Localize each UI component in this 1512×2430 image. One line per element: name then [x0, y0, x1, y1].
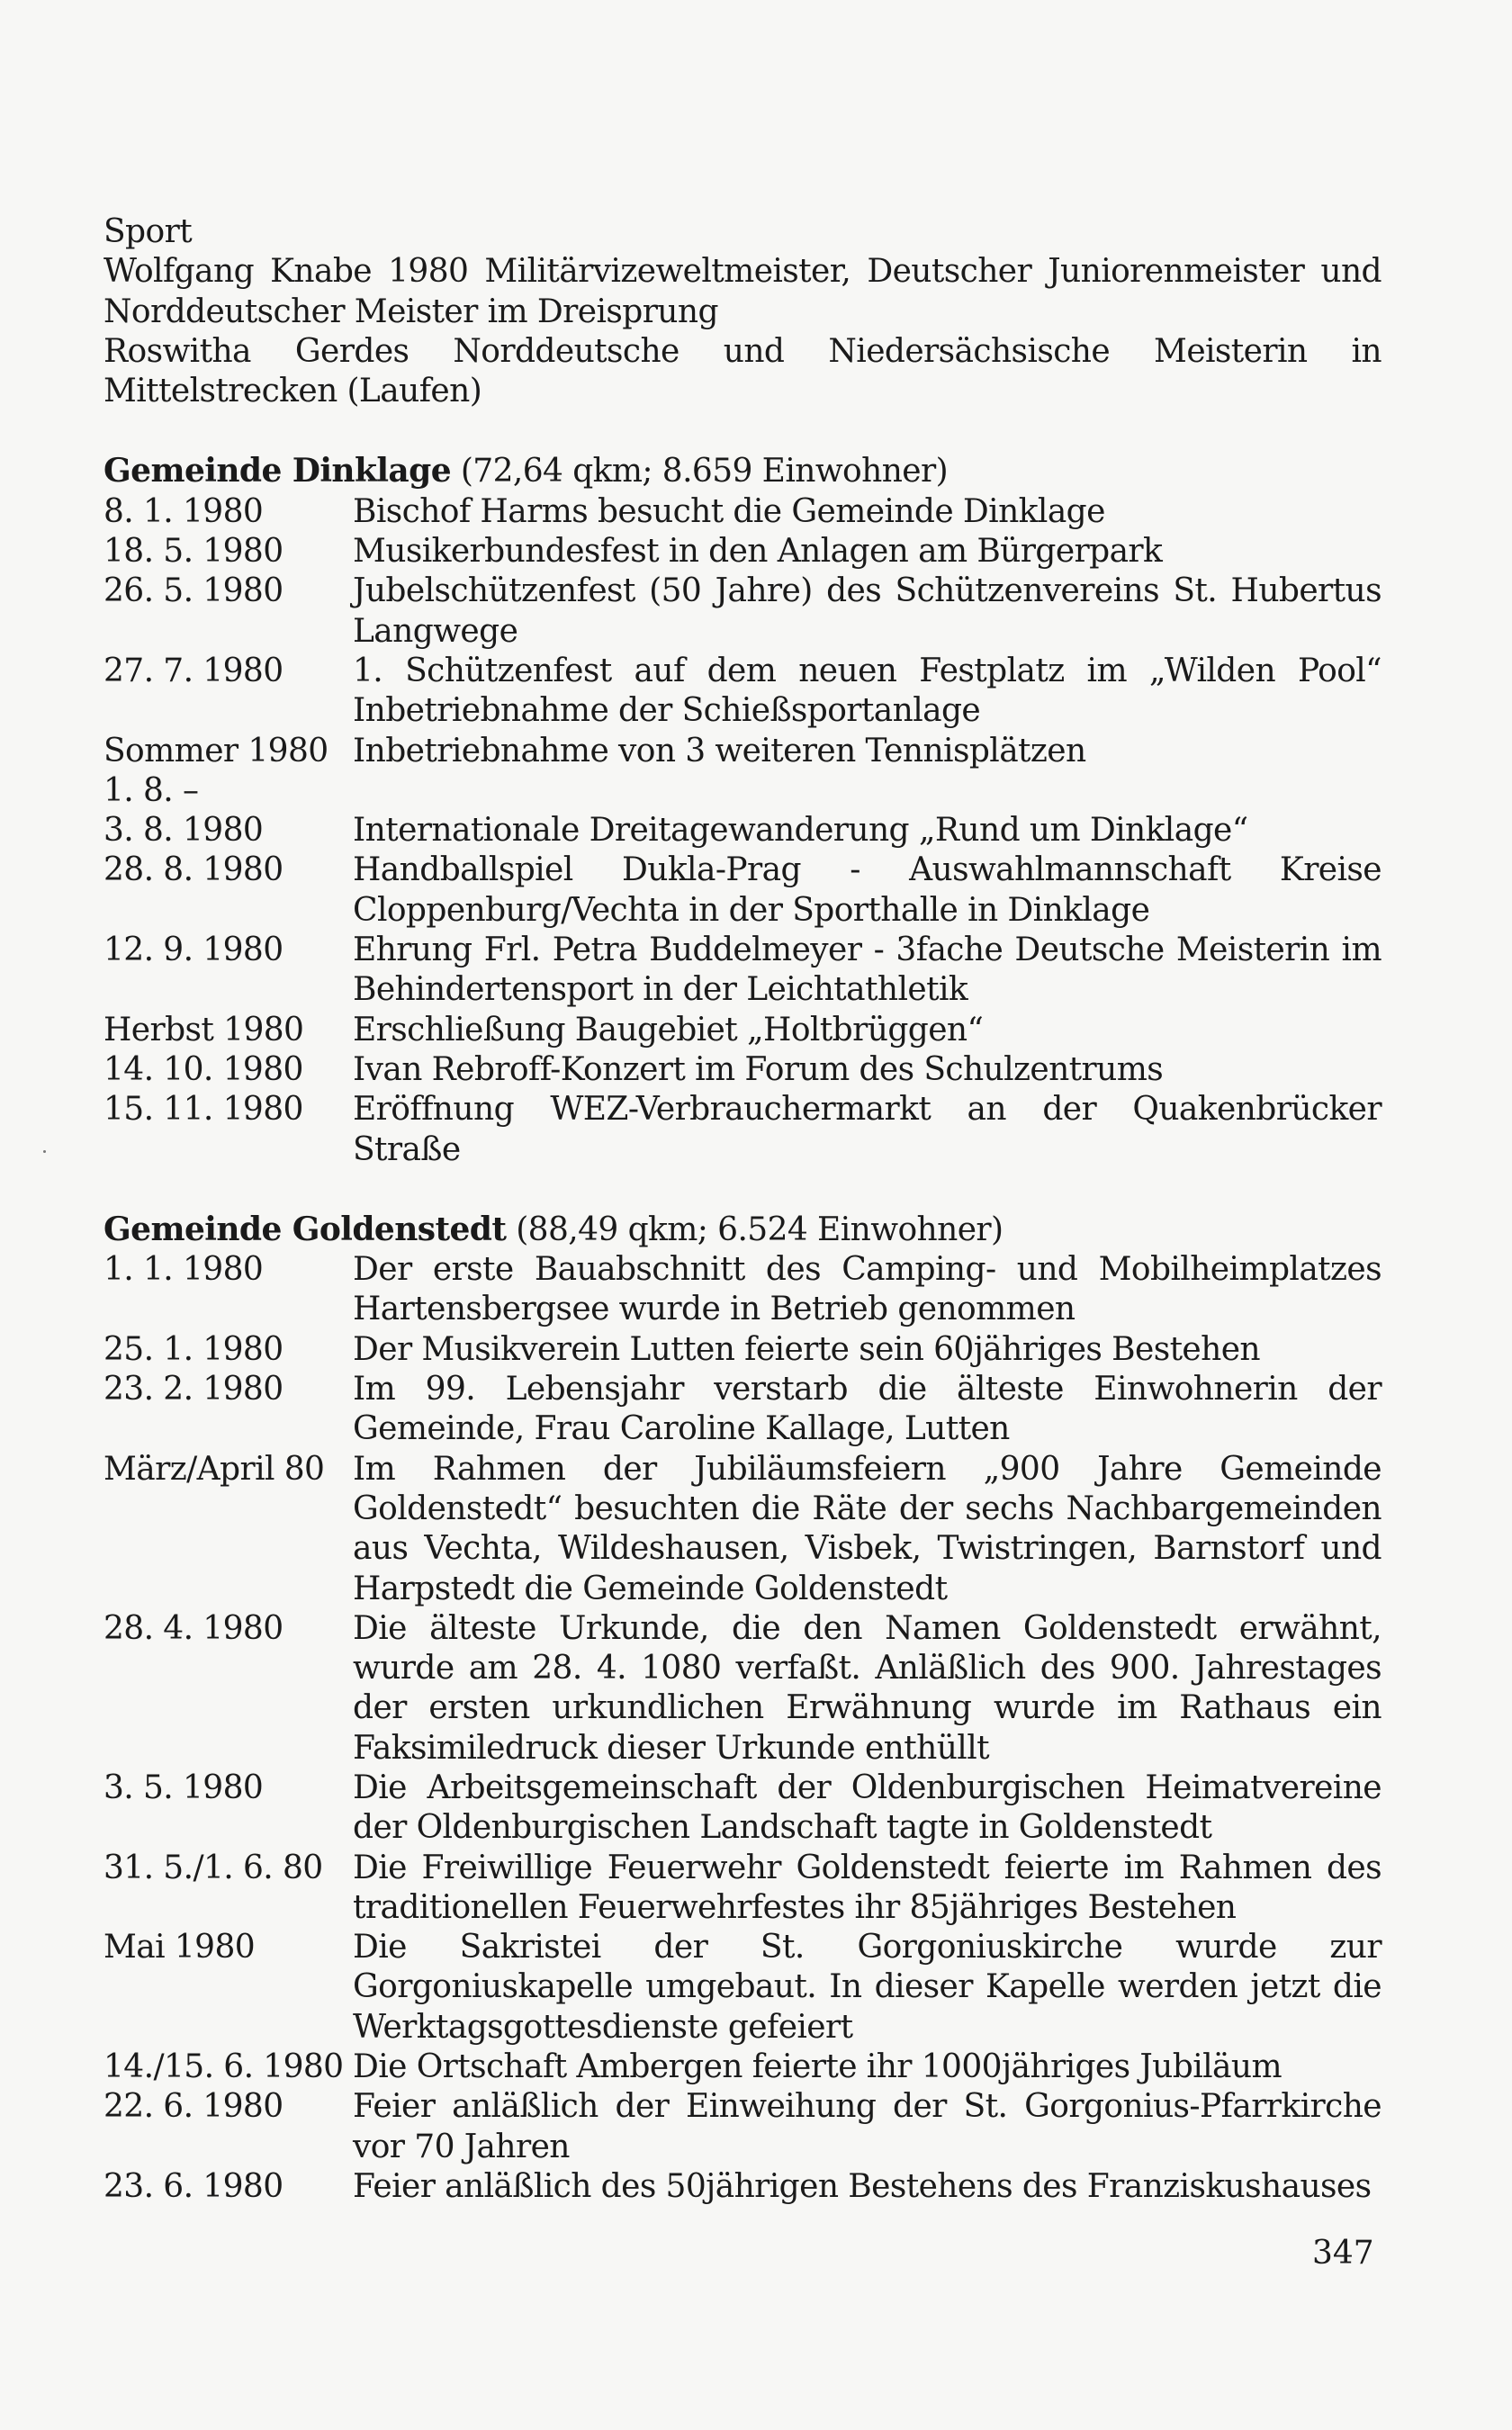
event-date: 22. 6. 1980 — [104, 2088, 284, 2126]
event-date: 3. 5. 1980 — [104, 1768, 264, 1806]
event-row — [104, 811, 1382, 850]
scan-speck — [43, 1150, 46, 1153]
event-text: Feier anläßlich des 50jährigen Bestehens des Franziskushauses — [353, 2167, 1372, 2205]
event-text: 1. Schützenfest auf dem neuen Festplatz im „Wilden Pool“ Inbetriebnahme der Schießsportanlage — [353, 652, 1382, 730]
page-number: 347 — [1312, 2235, 1374, 2272]
event-date: 3. 8. 1980 — [104, 812, 264, 850]
event-text: Ivan Rebroff-Konzert im Forum des Schulzentrums — [353, 1050, 1164, 1088]
event-text: Ehrung Frl. Petra Buddelmeyer - 3fache Deutsche Meisterin im Behindertensport in der Leichtathletik — [353, 932, 1382, 1009]
event-date: 8. 1. 1980 — [104, 492, 264, 530]
event-date: 12. 9. 1980 — [104, 932, 284, 969]
event-text: Internationale Dreitagewanderung „Rund um Dinklage“ — [353, 812, 1248, 850]
goldenstedt-section — [104, 1210, 1382, 2207]
event-date: 23. 6. 1980 — [104, 2167, 284, 2205]
municipality-name: Gemeinde Goldenstedt — [104, 1210, 507, 1248]
event-row — [104, 771, 1382, 811]
event-text: Handballspiel Dukla-Prag - Auswahlmannschaft Kreise Cloppenburg/Vechta in der Sporthalle in Dinklage — [353, 851, 1382, 929]
event-row — [104, 1330, 1382, 1370]
sport-title: Sport — [104, 213, 193, 250]
municipality-stats: (88,49 qkm; 6.524 Einwohner) — [516, 1210, 1004, 1248]
event-row — [104, 1050, 1382, 1090]
event-text: Die Ortschaft Ambergen feierte ihr 1000jähriges Jubiläum — [353, 2048, 1282, 2086]
event-row — [104, 492, 1382, 532]
event-date: 14./15. 6. 1980 — [104, 2048, 344, 2086]
event-row — [104, 1370, 1382, 1450]
event-row — [104, 2087, 1382, 2167]
event-row — [104, 931, 1382, 1011]
event-row — [104, 1011, 1382, 1050]
event-date: 1. 1. 1980 — [104, 1251, 264, 1289]
event-date: 28. 4. 1980 — [104, 1609, 284, 1647]
event-row — [104, 1768, 1382, 1849]
event-date: 27. 7. 1980 — [104, 652, 284, 689]
event-text: Die älteste Urkunde, die den Namen Goldenstedt erwähnt, wurde am 28. 4. 1080 verfaßt. Anläßlich des 900. Jahrestages der ersten urkundlichen Erwähnung wurde im Rathaus ein Faksimiledruck dieser Urkunde enthüllt — [353, 1609, 1382, 1767]
sport-entry: Roswitha Gerdes Norddeutsche und Niedersächsische Meisterin in Mittelstrecken (Laufen) — [104, 332, 1382, 410]
event-row — [104, 1090, 1382, 1170]
event-date: 1. 8. – — [104, 771, 199, 809]
section-heading — [104, 1210, 1382, 1250]
event-text: Inbetriebnahme von 3 weiteren Tennisplätzen — [353, 732, 1086, 770]
sport-entry: Wolfgang Knabe 1980 Militärvizeweltmeister, Deutscher Juniorenmeister und Norddeutscher Meister im Dreisprung — [104, 253, 1382, 330]
event-date: Sommer 1980 — [104, 732, 328, 770]
dinklage-section — [104, 451, 1382, 1169]
municipality-stats: (72,64 qkm; 8.659 Einwohner) — [460, 453, 949, 490]
event-text: Der Musikverein Lutten feierte sein 60jähriges Bestehen — [353, 1330, 1261, 1368]
event-date: 25. 1. 1980 — [104, 1330, 284, 1368]
event-date: Mai 1980 — [104, 1929, 256, 1966]
event-row — [104, 1450, 1382, 1609]
municipality-name: Gemeinde Dinklage — [104, 452, 451, 490]
event-text: Der erste Bauabschnitt des Camping- und Mobilheimplatzes Hartensbergsee wurde in Betrieb genommen — [353, 1251, 1382, 1328]
sport-section — [104, 212, 1382, 411]
event-row — [104, 1849, 1382, 1929]
event-date: März/April 80 — [104, 1450, 325, 1488]
event-row — [104, 1609, 1382, 1768]
event-text: Im Rahmen der Jubiläumsfeiern „900 Jahre Gemeinde Goldenstedt“ besuchten die Räte der sechs Nachbargemeinden aus Vechta, Wildeshausen, Visbek, Twistringen, Barnstorf und Harpstedt die Gemeinde Goldenstedt — [353, 1450, 1382, 1607]
event-date: 23. 2. 1980 — [104, 1371, 284, 1408]
event-text: Bischof Harms besucht die Gemeinde Dinklage — [353, 492, 1105, 530]
event-text: Die Sakristei der St. Gorgoniuskirche wurde zur Gorgoniuskapelle umgebaut. In dieser Kapelle werden jetzt die Werktagsgottesdienste gefeiert — [353, 1929, 1382, 2046]
event-text: Feier anläßlich der Einweihung der St. Gorgonius-Pfarrkirche vor 70 Jahren — [353, 2088, 1382, 2165]
event-date: 26. 5. 1980 — [104, 572, 284, 610]
event-row — [104, 652, 1382, 732]
event-row — [104, 1250, 1382, 1330]
event-date: 18. 5. 1980 — [104, 533, 284, 571]
document-page — [104, 212, 1382, 2207]
event-text: Erschließung Baugebiet „Holtbrüggen“ — [353, 1011, 984, 1048]
event-text: Die Freiwillige Feuerwehr Goldenstedt feierte im Rahmen des traditionellen Feuerwehrfestes ihr 85jähriges Bestehen — [353, 1849, 1382, 1926]
section-spacer — [104, 411, 1382, 451]
event-row — [104, 1928, 1382, 2048]
event-text: Im 99. Lebensjahr verstarb die älteste Einwohnerin der Gemeinde, Frau Caroline Kallage, Lutten — [353, 1371, 1382, 1448]
event-text: Eröffnung WEZ-Verbrauchermarkt an der Quakenbrücker Straße — [353, 1091, 1382, 1168]
event-date: 28. 8. 1980 — [104, 851, 284, 889]
event-date: 31. 5./1. 6. 80 — [104, 1849, 323, 1886]
event-row — [104, 732, 1382, 771]
section-spacer — [104, 1170, 1382, 1210]
event-row — [104, 572, 1382, 652]
section-heading — [104, 451, 1382, 491]
event-row — [104, 2167, 1382, 2207]
event-date: 15. 11. 1980 — [104, 1091, 303, 1129]
event-row — [104, 2048, 1382, 2087]
event-text: Jubelschützenfest (50 Jahre) des Schützenvereins St. Hubertus Langwege — [353, 572, 1382, 650]
event-date: Herbst 1980 — [104, 1011, 304, 1048]
event-row — [104, 532, 1382, 572]
event-date: 14. 10. 1980 — [104, 1050, 303, 1088]
event-row — [104, 850, 1382, 931]
event-text: Die Arbeitsgemeinschaft der Oldenburgischen Heimatvereine der Oldenburgischen Landschaft tagte in Goldenstedt — [353, 1768, 1382, 1847]
event-text: Musikerbundesfest in den Anlagen am Bürgerpark — [353, 533, 1163, 571]
